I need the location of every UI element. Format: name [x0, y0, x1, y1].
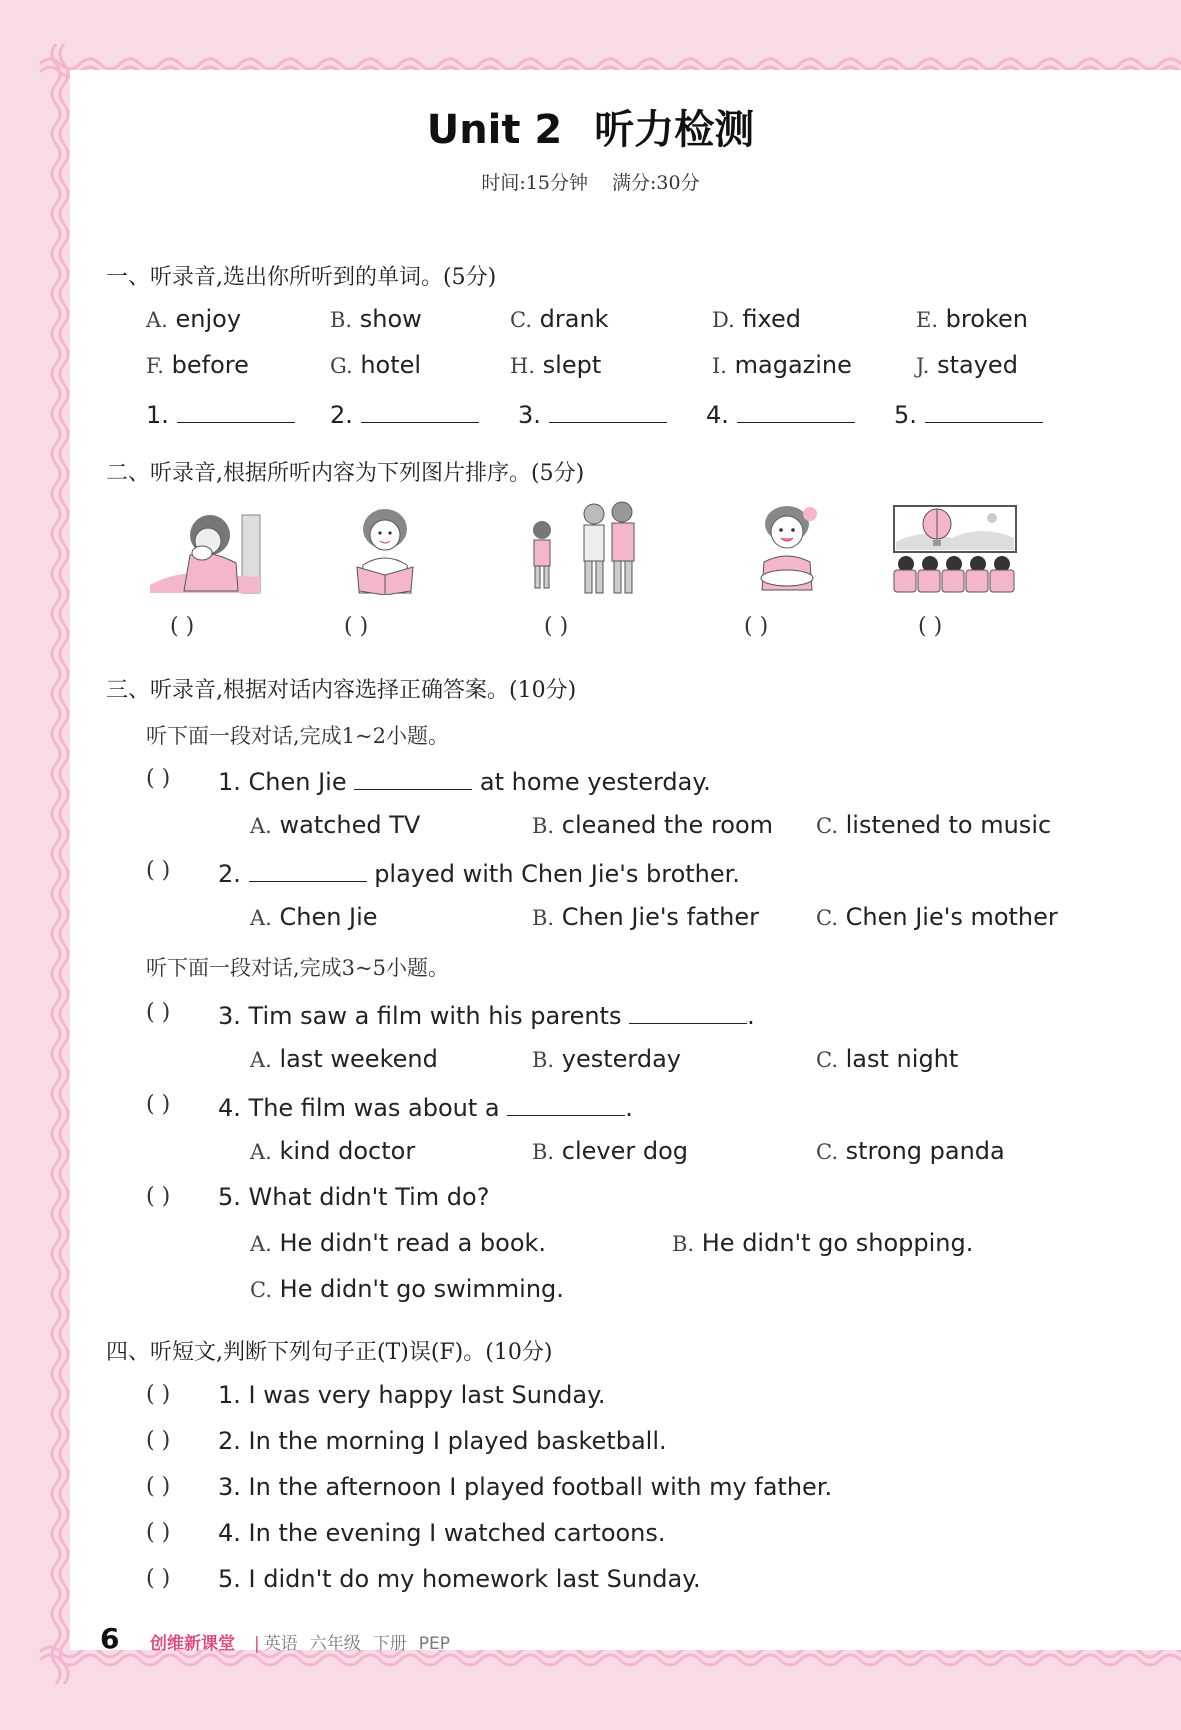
blank-line[interactable]: [177, 398, 295, 423]
tf-paren-4[interactable]: ( ): [146, 1520, 171, 1545]
answer-blank-4: 4.: [706, 398, 855, 429]
time-score-line: [0, 168, 1181, 195]
answer-paren-q1[interactable]: ( ): [146, 766, 171, 791]
q5-option-a: A. He didn't read a book.: [250, 1229, 547, 1257]
q2-option-c: C. Chen Jie's mother: [816, 903, 1058, 931]
q1-option-b: B. cleaned the room: [532, 811, 774, 839]
question-4: 4. The film was about a .: [218, 1091, 633, 1122]
option-h: H. slept: [510, 351, 602, 379]
sick-person-image: [150, 505, 270, 595]
option-e: E. broken: [916, 305, 1028, 333]
blank-line[interactable]: [354, 765, 472, 790]
section3-intro-1: 听下面一段对话,完成1~2小题。: [146, 724, 449, 748]
blank-line[interactable]: [549, 398, 667, 423]
q4-option-b: B. clever dog: [532, 1137, 688, 1165]
unit-label: Unit 2: [426, 107, 563, 153]
tf-paren-1[interactable]: ( ): [146, 1382, 171, 1407]
cinema-image: [892, 504, 1018, 594]
tf-statement-2: 2. In the morning I played basketball.: [218, 1427, 667, 1455]
section1-heading: 一、听录音,选出你所听到的单词。(5分): [106, 265, 497, 290]
option-i: I. magazine: [712, 351, 852, 379]
q4-option-c: C. strong panda: [816, 1137, 1005, 1165]
time-limit: 时间:15分钟: [481, 172, 588, 194]
section3-heading: 三、听录音,根据对话内容选择正确答案。(10分): [106, 678, 577, 703]
picture-order-paren-2[interactable]: ( ): [344, 614, 369, 639]
picture-order-paren-1[interactable]: ( ): [170, 614, 195, 639]
tf-statement-3: 3. In the afternoon I played football with my father.: [218, 1473, 833, 1501]
picture-order-paren-4[interactable]: ( ): [744, 614, 769, 639]
q2-option-a: A. Chen Jie: [250, 903, 378, 931]
full-score: 满分:30分: [612, 172, 700, 194]
family-walking-image: [522, 500, 646, 596]
answer-paren-q5[interactable]: ( ): [146, 1184, 171, 1209]
page-title: [0, 98, 1181, 155]
question-2: 2. played with Chen Jie's brother.: [218, 857, 740, 888]
tf-paren-5[interactable]: ( ): [146, 1566, 171, 1591]
blank-line[interactable]: [249, 857, 367, 882]
blank-line[interactable]: [925, 398, 1043, 423]
picture-order-paren-3[interactable]: ( ): [544, 614, 569, 639]
title-chinese: 听力检测: [594, 107, 755, 153]
answer-blank-1: 1.: [146, 398, 295, 429]
page-number: 6: [100, 1622, 120, 1655]
option-c: C. drank: [510, 305, 609, 333]
q4-option-a: A. kind doctor: [250, 1137, 416, 1165]
option-a: A. enjoy: [146, 305, 242, 333]
footer-book-info: | 英语 六年级 下册 PEP: [254, 1634, 450, 1654]
section3-intro-2: 听下面一段对话,完成3~5小题。: [146, 956, 449, 980]
blank-line[interactable]: [361, 398, 479, 423]
picture-order-paren-5[interactable]: ( ): [918, 614, 943, 639]
girl-reading-image: [345, 505, 425, 595]
answer-blank-2: 2.: [330, 398, 479, 429]
option-f: F. before: [146, 351, 249, 379]
question-5: 5. What didn't Tim do?: [218, 1183, 490, 1211]
answer-paren-q2[interactable]: ( ): [146, 858, 171, 883]
q3-option-a: A. last weekend: [250, 1045, 438, 1073]
option-g: G. hotel: [330, 351, 422, 379]
option-j: J. stayed: [916, 351, 1018, 379]
q3-option-c: C. last night: [816, 1045, 959, 1073]
option-b: B. show: [330, 305, 422, 333]
tf-statement-4: 4. In the evening I watched cartoons.: [218, 1519, 666, 1547]
blank-line[interactable]: [507, 1091, 625, 1116]
q5-option-b: B. He didn't go shopping.: [672, 1229, 974, 1257]
tf-statement-5: 5. I didn't do my homework last Sunday.: [218, 1565, 701, 1593]
q1-option-c: C. listened to music: [816, 811, 1052, 839]
answer-paren-q3[interactable]: ( ): [146, 1000, 171, 1025]
blank-line[interactable]: [737, 398, 855, 423]
q2-option-b: B. Chen Jie's father: [532, 903, 759, 931]
answer-paren-q4[interactable]: ( ): [146, 1092, 171, 1117]
tf-paren-2[interactable]: ( ): [146, 1428, 171, 1453]
answer-blank-3: 3.: [518, 398, 667, 429]
brand-name: 创维新课堂: [150, 1634, 235, 1654]
q5-option-c: C. He didn't go swimming.: [250, 1275, 564, 1303]
answer-blank-5: 5.: [894, 398, 1043, 429]
question-1: 1. Chen Jie at home yesterday.: [218, 765, 711, 796]
blank-line[interactable]: [629, 999, 747, 1024]
tf-statement-1: 1. I was very happy last Sunday.: [218, 1381, 606, 1409]
q1-option-a: A. watched TV: [250, 811, 421, 839]
question-3: 3. Tim saw a film with his parents .: [218, 999, 755, 1030]
q3-option-b: B. yesterday: [532, 1045, 681, 1073]
girl-eating-image: [742, 500, 832, 596]
option-d: D. fixed: [712, 305, 801, 333]
tf-paren-3[interactable]: ( ): [146, 1474, 171, 1499]
section4-heading: 四、听短文,判断下列句子正(T)误(F)。(10分): [106, 1340, 553, 1365]
section2-heading: 二、听录音,根据所听内容为下列图片排序。(5分): [106, 461, 585, 486]
